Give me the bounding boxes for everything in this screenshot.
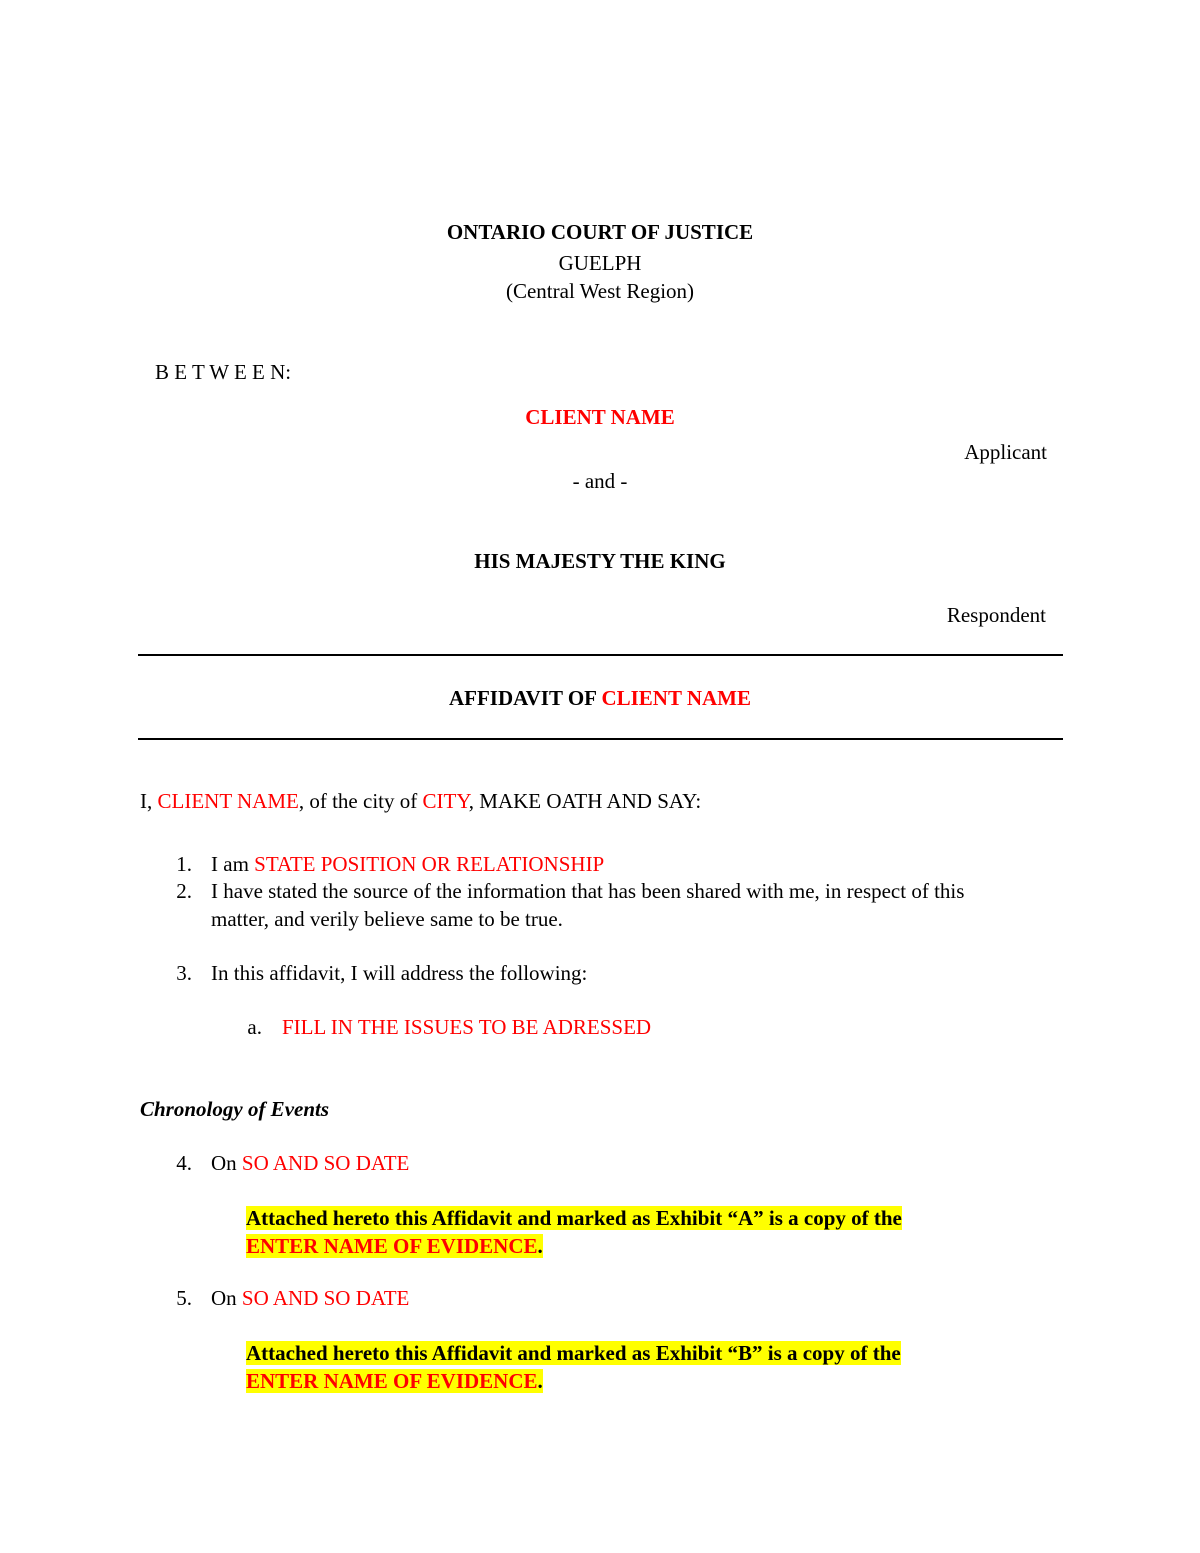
oath-statement	[140, 791, 701, 812]
affidavit-title-prefix: AFFIDAVIT OF	[448, 686, 602, 710]
title-top-rule	[138, 654, 1063, 656]
item-2-number: 2.	[176, 879, 192, 903]
applicant-role: Applicant	[964, 440, 1047, 464]
item-3a-placeholder: FILL IN THE ISSUES TO BE ADRESSED	[282, 1015, 652, 1039]
court-name: ONTARIO COURT OF JUSTICE	[446, 220, 754, 244]
item-1-placeholder: STATE POSITION OR RELATIONSHIP	[254, 852, 605, 876]
exhibit-a-evidence: ENTER NAME OF EVIDENCE	[246, 1234, 538, 1258]
exhibit-a-block	[246, 1204, 902, 1260]
exhibit-a-line-2	[246, 1234, 543, 1258]
item-5-date: SO AND SO DATE	[241, 1286, 410, 1310]
item-1-lead: I am	[211, 852, 255, 876]
item-3-number: 3.	[176, 961, 192, 985]
chronology-heading: Chronology of Events	[140, 1097, 330, 1121]
oath-part-3: , MAKE OATH AND SAY:	[468, 789, 702, 813]
exhibit-b-block	[246, 1339, 901, 1395]
exhibit-a-line-1: Attached hereto this Affidavit and marked as Exhibit “A” is a copy of the	[246, 1206, 902, 1230]
exhibit-b-period: .	[537, 1369, 543, 1393]
court-region: (Central West Region)	[505, 279, 695, 303]
item-3a-letter: a.	[247, 1015, 262, 1039]
item-5-lead: On	[211, 1286, 242, 1310]
respondent-name: HIS MAJESTY THE KING	[474, 549, 726, 573]
applicant-name: CLIENT NAME	[525, 405, 675, 429]
item-4-date: SO AND SO DATE	[241, 1151, 410, 1175]
and-label: - and -	[572, 469, 628, 493]
item-4-text	[211, 1153, 409, 1174]
exhibit-b-line-2	[246, 1369, 543, 1393]
item-3-text: In this affidavit, I will address the following:	[211, 961, 588, 985]
between-label: B E T W E E N:	[155, 360, 292, 384]
item-1-number: 1.	[176, 852, 192, 876]
exhibit-a-period: .	[537, 1234, 543, 1258]
item-1-text	[211, 854, 604, 875]
oath-city: CITY	[422, 789, 469, 813]
exhibit-b-evidence: ENTER NAME OF EVIDENCE	[246, 1369, 538, 1393]
item-2-line-2: matter, and verily believe same to be true.	[211, 907, 563, 931]
oath-client-name: CLIENT NAME	[157, 789, 299, 813]
respondent-role: Respondent	[946, 603, 1046, 627]
title-bottom-rule	[138, 738, 1063, 740]
item-4-number: 4.	[176, 1151, 192, 1175]
oath-part-1: I,	[140, 789, 158, 813]
affidavit-title	[0, 688, 1200, 709]
item-2-line-1: I have stated the source of the information that has been shared with me, in respect of this	[211, 879, 965, 903]
exhibit-b-line-1: Attached hereto this Affidavit and marked as Exhibit “B” is a copy of the	[246, 1341, 901, 1365]
affidavit-title-name: CLIENT NAME	[601, 686, 752, 710]
court-city: GUELPH	[558, 251, 642, 275]
oath-part-2: , of the city of	[298, 789, 423, 813]
item-5-number: 5.	[176, 1286, 192, 1310]
item-4-lead: On	[211, 1151, 242, 1175]
item-5-text	[211, 1288, 409, 1309]
